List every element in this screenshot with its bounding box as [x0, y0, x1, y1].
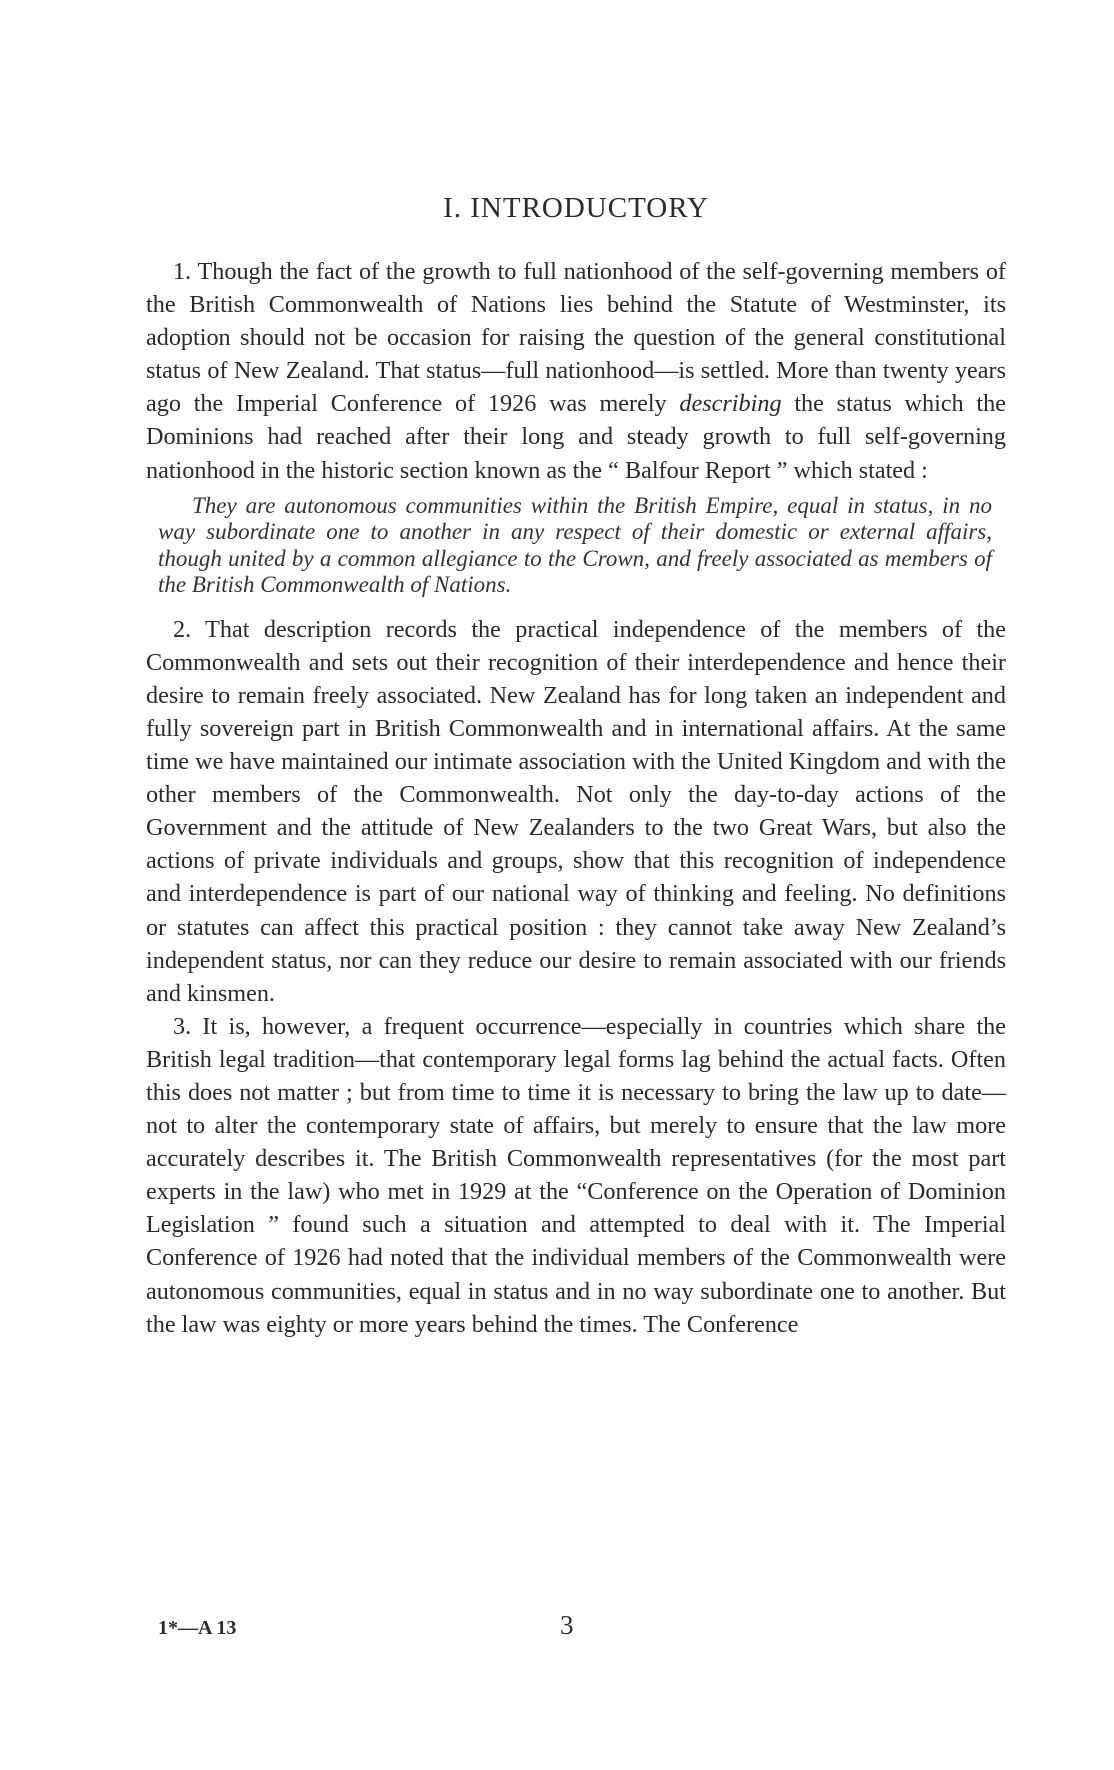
page-number: 3 — [560, 1610, 574, 1640]
section-heading: I. INTRODUCTORY — [443, 192, 709, 224]
body-text — [146, 255, 1006, 1341]
paragraph-3: 3. It is, however, a frequent occurrence—especially in countries which share the British legal tradition—that contemporary legal forms lag behind the actual facts. Often this does not matter ; but from time to time it is necessary to bring the law up to date—not to alter the contemporary state of affairs, but merely to ensure that the law more accurately describes it. The British Commonwealth representatives (for the most part experts in the law) who met in 1929 at the “Conference on the Operation of Dominion Legislation ” found such a situation and attempted to deal with it. The Imperial Conference of 1926 had noted that the individual members of the Commonwealth were autonomous communities, equal in status and in no way subordinate one to another. But the law was eighty or more years behind the times. The Conference — [146, 1012, 1006, 1338]
paragraph-1-end: the status which the Dominions had reached after their long and steady growth to full self-governing nationhood in the historic section known as the “ Balfour Report ” which stated : — [146, 390, 1006, 484]
balfour-quote: They are autonomous communities within the British Empire, equal in status, in no way subordinate one to another in any respect of their domestic or external affairs, though united by a common allegiance to the Crown, and freely associated as members of the British Commonwealth of Nations. — [158, 492, 992, 598]
paragraph-1-emphasis: describing — [679, 390, 782, 418]
document-page — [146, 0, 1006, 1770]
paragraph-1 — [146, 255, 1006, 487]
paragraph-2: 2. That description records the practical independence of the members of the Commonwealth and sets out their recognition of their interdependence and hence their desire to remain freely associated. New Zealand has for long taken an independent and fully sovereign part in British Commonwealth and in international affairs. At the same time we have maintained our intimate association with the United Kingdom and with the other members of the Commonwealth. Not only the day-to-day actions of the Government and the attitude of New Zealanders to the two Great Wars, but also the actions of private individuals and groups, show that this recognition of independence and interdependence is part of our national way of thinking and feeling. No definitions or statutes can affect this practical position : they cannot take away New Zealand’s independent status, nor can they reduce our desire to remain associated with our friends and kinsmen. — [146, 615, 1006, 1007]
paragraph-1-text: 1. Though the fact of the growth to full nationhood of the self-governing members of the British Commonwealth of Nations lies behind the Statute of Westminster, its adoption should not be occasion for raising the question of the general constitutional status of New Zealand. That status—full nationhood—is settled. More than twenty years ago the Imperial Conference of 1926 was merely — [146, 258, 1006, 418]
printer-signature: 1*—A 13 — [158, 1617, 237, 1639]
